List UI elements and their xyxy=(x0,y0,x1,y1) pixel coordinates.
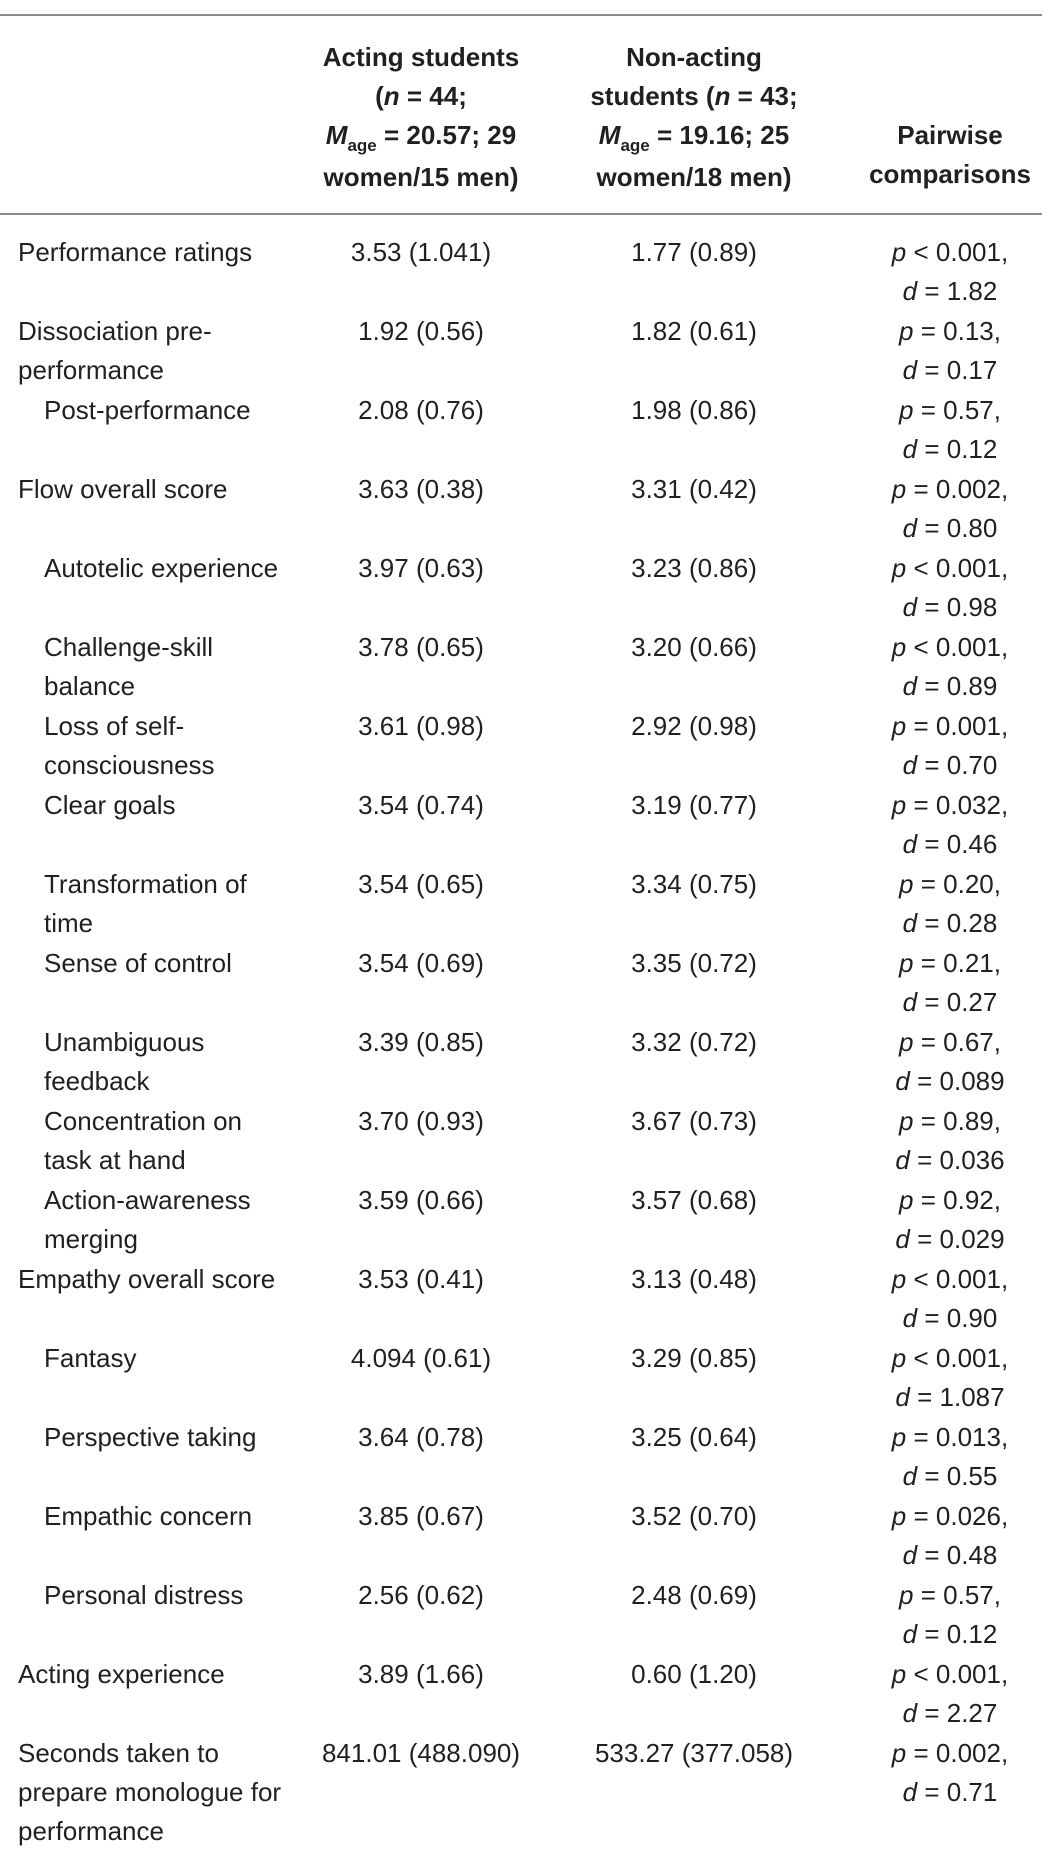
d-text: = 0.55 xyxy=(924,1461,998,1491)
table-row xyxy=(0,312,1059,391)
p-value xyxy=(855,312,1045,351)
pairwise-comparison xyxy=(855,312,1045,390)
nonacting-value: 3.19 (0.77) xyxy=(631,790,757,820)
d-value xyxy=(855,272,1045,311)
pairwise-comparison xyxy=(855,1497,1045,1575)
d-symbol: d xyxy=(895,1224,910,1254)
nonacting-value: 1.77 (0.89) xyxy=(631,237,757,267)
p-text: = 0.002, xyxy=(913,474,1009,504)
header-acting-line4: women/15 men) xyxy=(323,162,519,192)
table-row xyxy=(0,1576,1059,1655)
p-text: < 0.001, xyxy=(913,553,1009,583)
p-text: = 0.032, xyxy=(913,790,1009,820)
acting-value: 3.70 (0.93) xyxy=(358,1106,484,1136)
table-row xyxy=(0,786,1059,865)
p-text: = 0.57, xyxy=(920,395,1001,425)
d-symbol: d xyxy=(902,1698,918,1728)
d-symbol: d xyxy=(902,987,918,1017)
pairwise-comparison xyxy=(855,944,1045,1022)
pairwise-comparison xyxy=(855,1023,1045,1101)
d-value xyxy=(855,1773,1045,1812)
d-value xyxy=(855,1615,1045,1654)
row-label: Post-performance xyxy=(44,395,251,425)
acting-value: 3.54 (0.65) xyxy=(358,869,484,899)
pairwise-comparison xyxy=(855,1655,1045,1733)
row-label: Seconds taken to prepare monologue for performance xyxy=(18,1738,282,1846)
d-symbol: d xyxy=(902,750,918,780)
row-label: Loss of self-consciousness xyxy=(44,711,215,780)
p-value xyxy=(855,628,1045,667)
d-text: = 0.80 xyxy=(924,513,998,543)
d-symbol: d xyxy=(902,513,918,543)
p-symbol: p xyxy=(891,553,907,583)
nonacting-value: 3.32 (0.72) xyxy=(631,1027,757,1057)
p-symbol: p xyxy=(891,1738,907,1768)
pairwise-comparison xyxy=(855,1734,1045,1812)
acting-value: 3.53 (1.041) xyxy=(350,237,492,267)
p-value xyxy=(855,1734,1045,1773)
p-text: = 0.002, xyxy=(913,1738,1009,1768)
nonacting-value: 0.60 (1.20) xyxy=(631,1659,757,1689)
nonacting-value: 3.23 (0.86) xyxy=(631,553,757,583)
p-symbol: p xyxy=(891,237,907,267)
d-text: = 0.17 xyxy=(924,355,998,385)
nonacting-value: 1.82 (0.61) xyxy=(631,316,757,346)
d-value xyxy=(855,509,1045,548)
pairwise-comparison xyxy=(855,549,1045,627)
acting-value: 3.54 (0.74) xyxy=(358,790,484,820)
header-acting-line3 xyxy=(290,116,552,158)
p-value xyxy=(855,233,1045,272)
p-value xyxy=(855,944,1045,983)
d-text: = 0.70 xyxy=(924,750,998,780)
p-text: = 0.67, xyxy=(920,1027,1001,1057)
header-acting-n-symbol: n xyxy=(383,81,400,111)
pairwise-comparison xyxy=(855,1339,1045,1417)
d-value xyxy=(855,1062,1045,1101)
d-text: = 0.029 xyxy=(917,1224,1005,1254)
d-value xyxy=(855,825,1045,864)
row-label: Acting experience xyxy=(18,1659,225,1689)
row-label: Sense of control xyxy=(44,948,232,978)
header-nonacting-students xyxy=(563,38,825,197)
d-symbol: d xyxy=(895,1145,910,1175)
p-symbol: p xyxy=(891,1501,907,1531)
p-value xyxy=(855,1655,1045,1694)
nonacting-value: 3.20 (0.66) xyxy=(631,632,757,662)
pairwise-comparison xyxy=(855,470,1045,548)
p-text: = 0.026, xyxy=(913,1501,1009,1531)
p-symbol: p xyxy=(899,1185,914,1215)
pairwise-comparison xyxy=(855,628,1045,706)
header-nonacting-n-symbol: n xyxy=(714,81,731,111)
d-value xyxy=(855,1536,1045,1575)
header-pairwise-comparisons xyxy=(855,116,1045,194)
nonacting-value: 2.92 (0.98) xyxy=(631,711,757,741)
p-symbol: p xyxy=(891,632,907,662)
table-body xyxy=(0,233,1059,1846)
pairwise-comparison xyxy=(855,865,1045,943)
d-value xyxy=(855,351,1045,390)
p-symbol: p xyxy=(899,316,914,346)
d-symbol: d xyxy=(902,908,918,938)
d-symbol: d xyxy=(902,1540,918,1570)
p-symbol: p xyxy=(891,1264,907,1294)
p-symbol: p xyxy=(899,1106,914,1136)
d-text: = 0.89 xyxy=(924,671,998,701)
pairwise-comparison xyxy=(855,1102,1045,1180)
nonacting-value: 3.13 (0.48) xyxy=(631,1264,757,1294)
acting-value: 3.89 (1.66) xyxy=(358,1659,484,1689)
d-value xyxy=(855,983,1045,1022)
p-text: < 0.001, xyxy=(913,632,1009,662)
header-nonacting-m-symbol: M xyxy=(598,120,621,150)
p-symbol: p xyxy=(891,1422,907,1452)
d-text: = 0.46 xyxy=(924,829,998,859)
acting-value: 3.39 (0.85) xyxy=(358,1027,484,1057)
d-symbol: d xyxy=(895,1066,910,1096)
p-symbol: p xyxy=(899,1027,914,1057)
d-value xyxy=(855,667,1045,706)
p-symbol: p xyxy=(891,1659,907,1689)
acting-value: 3.59 (0.66) xyxy=(358,1185,484,1215)
table-row xyxy=(0,1181,1059,1260)
table-row xyxy=(0,944,1059,1023)
header-nonacting-line3 xyxy=(563,116,825,158)
header-nonacting-line1: Non-acting xyxy=(626,42,762,72)
acting-value: 3.61 (0.98) xyxy=(358,711,484,741)
p-text: = 0.001, xyxy=(913,711,1009,741)
acting-value: 2.08 (0.76) xyxy=(358,395,484,425)
row-label: Perspective taking xyxy=(44,1422,257,1452)
p-value xyxy=(855,549,1045,588)
table-row xyxy=(0,1655,1059,1734)
header-nonacting-m-value: = 19.16; 25 xyxy=(649,120,790,150)
row-label: Performance ratings xyxy=(18,237,253,267)
d-value xyxy=(855,1141,1045,1180)
row-label: Action-awareness merging xyxy=(44,1185,251,1254)
acting-value: 3.63 (0.38) xyxy=(358,474,484,504)
p-value xyxy=(855,1418,1045,1457)
d-value xyxy=(855,1299,1045,1338)
table-row xyxy=(0,1418,1059,1497)
header-pairwise-line1: Pairwise xyxy=(897,120,1003,150)
header-acting-students xyxy=(290,38,552,197)
row-label: Challenge-skill balance xyxy=(44,632,214,701)
table-row xyxy=(0,233,1059,312)
table-row xyxy=(0,1023,1059,1102)
p-text: = 0.013, xyxy=(913,1422,1009,1452)
pairwise-comparison xyxy=(855,233,1045,311)
header-acting-line1: Acting students xyxy=(322,42,520,72)
header-nonacting-line4: women/18 men) xyxy=(596,162,792,192)
p-value xyxy=(855,1023,1045,1062)
acting-value: 3.54 (0.69) xyxy=(358,948,484,978)
nonacting-value: 1.98 (0.86) xyxy=(631,395,757,425)
table-row xyxy=(0,628,1059,707)
d-value xyxy=(855,588,1045,627)
table-row xyxy=(0,1260,1059,1339)
d-symbol: d xyxy=(895,1382,910,1412)
p-text: = 0.57, xyxy=(920,1580,1001,1610)
d-value xyxy=(855,430,1045,469)
table-top-rule xyxy=(0,14,1042,16)
p-text: < 0.001, xyxy=(913,1264,1009,1294)
p-value xyxy=(855,1497,1045,1536)
d-text: = 2.27 xyxy=(924,1698,998,1728)
d-value xyxy=(855,1220,1045,1259)
d-text: = 1.82 xyxy=(924,276,998,306)
table-row xyxy=(0,470,1059,549)
table-row xyxy=(0,1339,1059,1418)
d-symbol: d xyxy=(902,355,918,385)
nonacting-value: 3.57 (0.68) xyxy=(631,1185,757,1215)
p-text: = 0.92, xyxy=(920,1185,1001,1215)
pairwise-comparison xyxy=(855,786,1045,864)
nonacting-value: 2.48 (0.69) xyxy=(631,1580,757,1610)
p-value xyxy=(855,707,1045,746)
p-symbol: p xyxy=(899,395,914,425)
acting-value: 3.64 (0.78) xyxy=(358,1422,484,1452)
table-row xyxy=(0,391,1059,470)
nonacting-value: 533.27 (377.058) xyxy=(594,1738,794,1768)
p-text: = 0.21, xyxy=(920,948,1001,978)
table-row xyxy=(0,549,1059,628)
d-text: = 0.27 xyxy=(924,987,998,1017)
row-label: Flow overall score xyxy=(18,474,228,504)
row-label: Fantasy xyxy=(44,1343,137,1373)
d-symbol: d xyxy=(902,1303,918,1333)
d-symbol: d xyxy=(902,829,918,859)
p-value xyxy=(855,865,1045,904)
d-text: = 0.48 xyxy=(924,1540,998,1570)
p-text: = 0.20, xyxy=(920,869,1001,899)
table-row xyxy=(0,707,1059,786)
pairwise-comparison xyxy=(855,1181,1045,1259)
d-symbol: d xyxy=(902,592,918,622)
table-header-rule xyxy=(0,213,1042,215)
d-symbol: d xyxy=(902,1461,918,1491)
d-symbol: d xyxy=(902,1619,918,1649)
d-symbol: d xyxy=(902,1777,918,1807)
d-symbol: d xyxy=(902,671,918,701)
acting-value: 841.01 (488.090) xyxy=(321,1738,521,1768)
p-value xyxy=(855,1576,1045,1615)
row-label: Personal distress xyxy=(44,1580,244,1610)
header-acting-n-value: = 44; xyxy=(399,81,467,111)
acting-value: 3.97 (0.63) xyxy=(358,553,484,583)
acting-value: 2.56 (0.62) xyxy=(358,1580,484,1610)
header-acting-m-subscript: age xyxy=(347,136,377,155)
acting-value: 3.53 (0.41) xyxy=(358,1264,484,1294)
header-acting-n-prefix: ( xyxy=(375,81,384,111)
p-value xyxy=(855,1102,1045,1141)
d-symbol: d xyxy=(902,276,918,306)
d-text: = 0.12 xyxy=(924,1619,998,1649)
row-label: Unambiguous feedback xyxy=(44,1027,205,1096)
table-row xyxy=(0,865,1059,944)
d-text: = 0.71 xyxy=(924,1777,998,1807)
p-value xyxy=(855,1260,1045,1299)
p-symbol: p xyxy=(891,790,907,820)
nonacting-value: 3.29 (0.85) xyxy=(631,1343,757,1373)
nonacting-value: 3.25 (0.64) xyxy=(631,1422,757,1452)
p-value xyxy=(855,786,1045,825)
table-row xyxy=(0,1497,1059,1576)
p-symbol: p xyxy=(899,869,914,899)
header-nonacting-m-subscript: age xyxy=(620,136,650,155)
row-label: Transformation of time xyxy=(44,869,247,938)
pairwise-comparison xyxy=(855,391,1045,469)
d-text: = 0.90 xyxy=(924,1303,998,1333)
p-symbol: p xyxy=(891,1343,907,1373)
row-label: Clear goals xyxy=(44,790,176,820)
p-value xyxy=(855,391,1045,430)
pairwise-comparison xyxy=(855,707,1045,785)
p-symbol: p xyxy=(891,711,907,741)
acting-value: 3.78 (0.65) xyxy=(358,632,484,662)
header-acting-m-symbol: M xyxy=(325,120,348,150)
p-symbol: p xyxy=(899,948,914,978)
table-row xyxy=(0,1734,1059,1846)
d-text: = 0.98 xyxy=(924,592,998,622)
p-text: = 0.89, xyxy=(920,1106,1001,1136)
row-label: Autotelic experience xyxy=(44,553,279,583)
header-nonacting-line2 xyxy=(563,77,825,116)
d-symbol: d xyxy=(902,434,918,464)
row-label: Empathic concern xyxy=(44,1501,253,1531)
d-value xyxy=(855,904,1045,943)
p-text: < 0.001, xyxy=(913,1343,1009,1373)
d-text: = 0.12 xyxy=(924,434,998,464)
row-label: Empathy overall score xyxy=(18,1264,276,1294)
p-value xyxy=(855,1339,1045,1378)
p-value xyxy=(855,470,1045,509)
d-text: = 0.089 xyxy=(917,1066,1005,1096)
d-value xyxy=(855,1694,1045,1733)
d-value xyxy=(855,746,1045,785)
pairwise-comparison xyxy=(855,1418,1045,1496)
acting-value: 4.094 (0.61) xyxy=(350,1343,492,1373)
nonacting-value: 3.34 (0.75) xyxy=(631,869,757,899)
row-label: Dissociation pre-performance xyxy=(18,316,212,385)
row-label: Concentration on task at hand xyxy=(44,1106,243,1175)
acting-value: 3.85 (0.67) xyxy=(358,1501,484,1531)
p-text: < 0.001, xyxy=(913,1659,1009,1689)
header-acting-m-value: = 20.57; 29 xyxy=(376,120,517,150)
table-row xyxy=(0,1102,1059,1181)
p-symbol: p xyxy=(891,474,907,504)
p-text: < 0.001, xyxy=(913,237,1009,267)
p-value xyxy=(855,1181,1045,1220)
nonacting-value: 3.31 (0.42) xyxy=(631,474,757,504)
pairwise-comparison xyxy=(855,1260,1045,1338)
nonacting-value: 3.35 (0.72) xyxy=(631,948,757,978)
nonacting-value: 3.52 (0.70) xyxy=(631,1501,757,1531)
d-value xyxy=(855,1457,1045,1496)
p-text: = 0.13, xyxy=(920,316,1001,346)
header-nonacting-n-value: = 43; xyxy=(730,81,798,111)
d-text: = 0.036 xyxy=(917,1145,1005,1175)
nonacting-value: 3.67 (0.73) xyxy=(631,1106,757,1136)
d-text: = 0.28 xyxy=(924,908,998,938)
pairwise-comparison xyxy=(855,1576,1045,1654)
p-symbol: p xyxy=(899,1580,914,1610)
d-text: = 1.087 xyxy=(917,1382,1005,1412)
acting-value: 1.92 (0.56) xyxy=(358,316,484,346)
header-pairwise-line2: comparisons xyxy=(869,159,1031,189)
d-value xyxy=(855,1378,1045,1417)
header-acting-line2 xyxy=(290,77,552,116)
header-nonacting-prefix: students ( xyxy=(590,81,715,111)
